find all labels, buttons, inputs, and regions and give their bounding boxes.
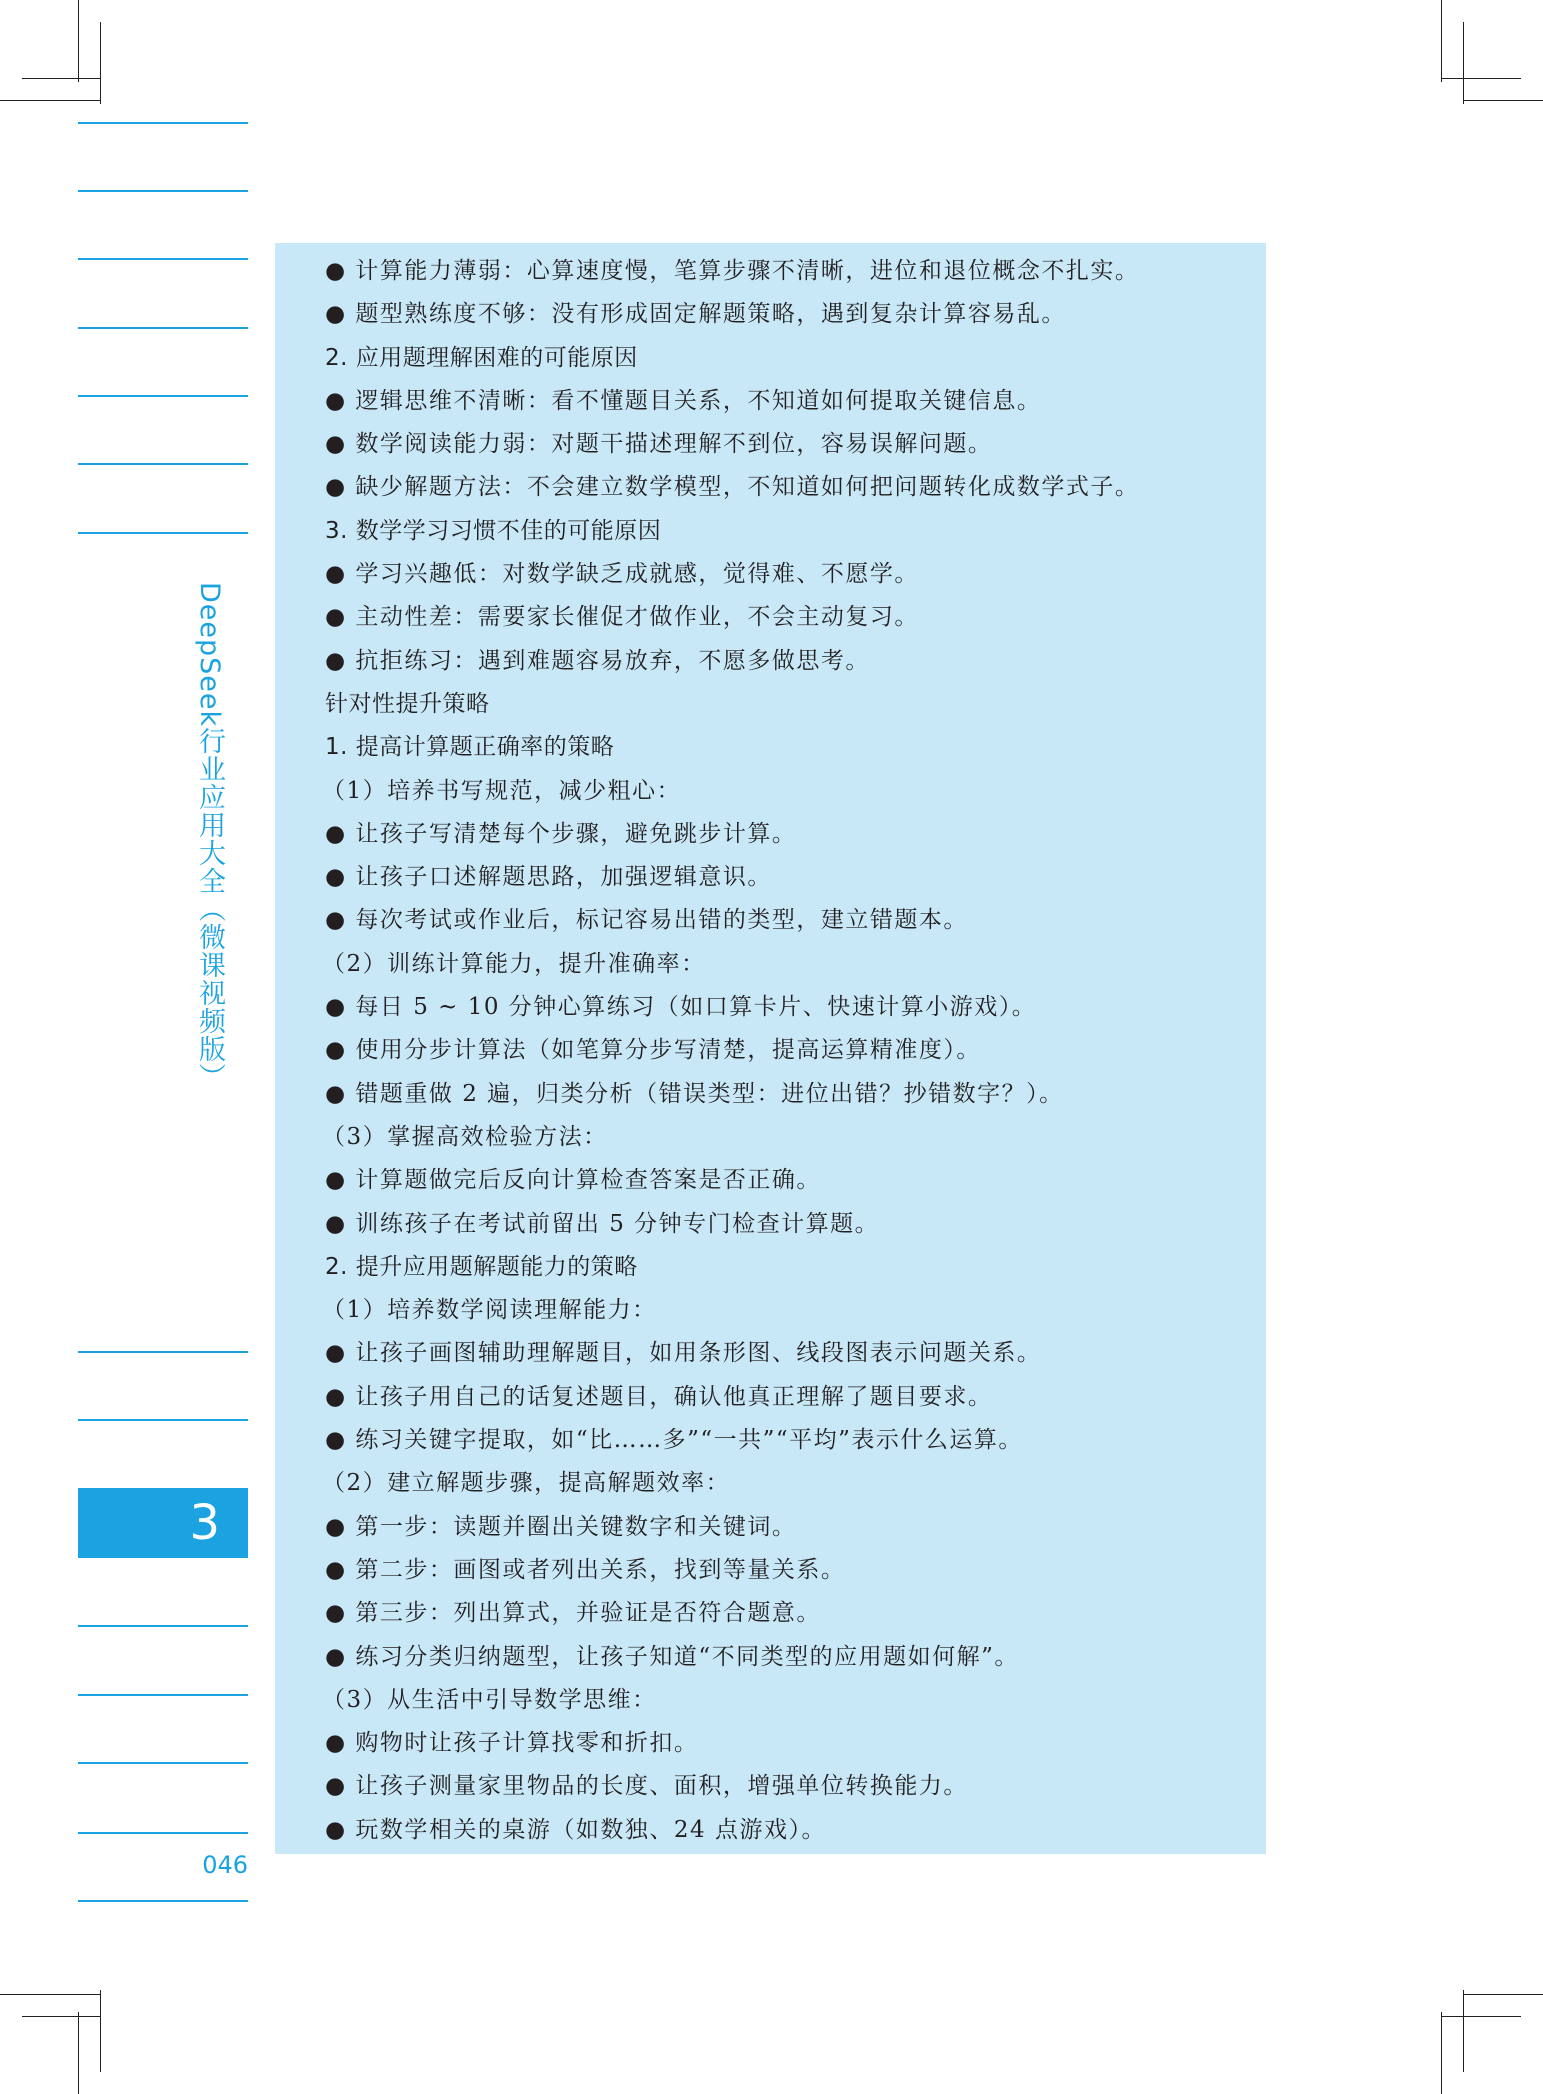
subsection-label: （3）从生活中引导数学思维： (322, 1686, 657, 1713)
bullet-item: ● 购物时让孩子计算找零和折扣。 (325, 1730, 699, 1757)
subsection-label: （1）培养数学阅读理解能力： (322, 1297, 657, 1324)
bullet-item: ● 使用分步计算法（如笔算分步写清楚，提高运算精准度）。 (325, 1037, 981, 1064)
bullet-item: ● 计算题做完后反向计算检查答案是否正确。 (325, 1167, 821, 1194)
bullet-item: ● 主动性差：需要家长催促才做作业，不会主动复习。 (325, 604, 919, 631)
crop-mark (1441, 2012, 1442, 2094)
content-lines (322, 250, 1255, 1852)
margin-rule (78, 122, 248, 124)
bullet-item: ● 学习兴趣低：对数学缺乏成就感，觉得难、不愿学。 (325, 561, 919, 588)
bullet-item: ● 练习分类归纳题型，让孩子知道“不同类型的应用题如何解”。 (325, 1643, 1019, 1670)
book-title: DeepSeek行业应用大全（微课视频版） (194, 582, 225, 1092)
bullet-item: ● 让孩子测量家里物品的长度、面积，增强单位转换能力。 (325, 1773, 968, 1800)
bullet-item: ● 题型熟练度不够：没有形成固定解题策略，遇到复杂计算容易乱。 (325, 301, 1066, 328)
crop-mark (1463, 100, 1543, 101)
margin-rule (78, 1900, 248, 1902)
section-heading: 针对性提升策略 (325, 690, 490, 717)
crop-mark (22, 78, 100, 79)
crop-mark (1441, 78, 1521, 79)
margin-rule (78, 1625, 248, 1627)
bullet-item: ● 让孩子用自己的话复述题目，确认他真正理解了题目要求。 (325, 1383, 993, 1410)
bullet-item: ● 抗拒练习：遇到难题容易放弃，不愿多做思考。 (325, 647, 870, 674)
margin-rule (78, 327, 248, 329)
section-heading: 3. 数学学习习惯不佳的可能原因 (325, 517, 662, 544)
margin-rule (78, 1694, 248, 1696)
margin-rule (78, 1419, 248, 1421)
crop-mark (1441, 0, 1442, 82)
bullet-item: ● 玩数学相关的桌游（如数独、24 点游戏）。 (325, 1816, 826, 1843)
chapter-number: 3 (189, 1495, 220, 1551)
margin-rule (78, 532, 248, 534)
section-heading: 1. 提高计算题正确率的策略 (325, 734, 615, 761)
crop-mark (1463, 1990, 1464, 2072)
margin-rule (78, 1351, 248, 1353)
margin-rule (78, 463, 248, 465)
bullet-item: ● 每次考试或作业后，标记容易出错的类型，建立错题本。 (325, 907, 968, 934)
margin-rule (78, 1762, 248, 1764)
bullet-item: ● 练习关键字提取，如“比……多”“一共”“平均”表示什么运算。 (325, 1427, 1023, 1454)
bullet-item: ● 每日 5 ~ 10 分钟心算练习（如口算卡片、快速计算小游戏）。 (325, 994, 1037, 1021)
crop-mark (100, 22, 101, 104)
bullet-item: ● 让孩子口述解题思路，加强逻辑意识。 (325, 864, 772, 891)
bullet-item: ● 训练孩子在考试前留出 5 分钟专门检查计算题。 (325, 1210, 880, 1237)
bullet-item: ● 让孩子画图辅助理解题目，如用条形图、线段图表示问题关系。 (325, 1340, 1042, 1367)
chapter-number-tab (78, 1488, 248, 1558)
bullet-item: ● 第二步：画图或者列出关系，找到等量关系。 (325, 1556, 846, 1583)
bullet-item: ● 第一步：读题并圈出关键数字和关键词。 (325, 1513, 797, 1540)
bullet-item: ● 让孩子写清楚每个步骤，避免跳步计算。 (325, 820, 797, 847)
bullet-item: ● 缺少解题方法：不会建立数学模型，不知道如何把问题转化成数学式子。 (325, 474, 1140, 501)
margin-rule (78, 1832, 248, 1834)
subsection-label: （2）建立解题步骤，提高解题效率： (322, 1470, 731, 1497)
bullet-item: ● 第三步：列出算式，并验证是否符合题意。 (325, 1600, 821, 1627)
crop-mark (1463, 22, 1464, 104)
bullet-item: ● 逻辑思维不清晰：看不懂题目关系，不知道如何提取关键信息。 (325, 387, 1042, 414)
section-heading: 2. 提升应用题解题能力的策略 (325, 1253, 638, 1280)
page-number: 046 (202, 1851, 248, 1879)
margin-rule (78, 258, 248, 260)
subsection-label: （1）培养书写规范，减少粗心： (322, 777, 682, 804)
crop-mark (100, 1990, 101, 2072)
margin-rule (78, 395, 248, 397)
margin-rule (78, 190, 248, 192)
crop-mark (0, 100, 100, 101)
crop-mark (78, 2012, 79, 2094)
bullet-item: ● 错题重做 2 遍，归类分析（错误类型：进位出错？抄错数字？）。 (325, 1080, 1064, 1107)
section-heading: 2. 应用题理解困难的可能原因 (325, 344, 638, 371)
crop-mark (0, 1994, 100, 1995)
crop-mark (78, 0, 79, 82)
subsection-label: （3）掌握高效检验方法： (322, 1123, 608, 1150)
crop-mark (1463, 1994, 1543, 1995)
bullet-item: ● 计算能力薄弱：心算速度慢，笔算步骤不清晰，进位和退位概念不扎实。 (325, 258, 1140, 284)
crop-mark (22, 2016, 100, 2017)
crop-mark (1441, 2016, 1521, 2017)
subsection-label: （2）训练计算能力，提升准确率： (322, 950, 706, 977)
bullet-item: ● 数学阅读能力弱：对题干描述理解不到位，容易误解问题。 (325, 431, 993, 458)
